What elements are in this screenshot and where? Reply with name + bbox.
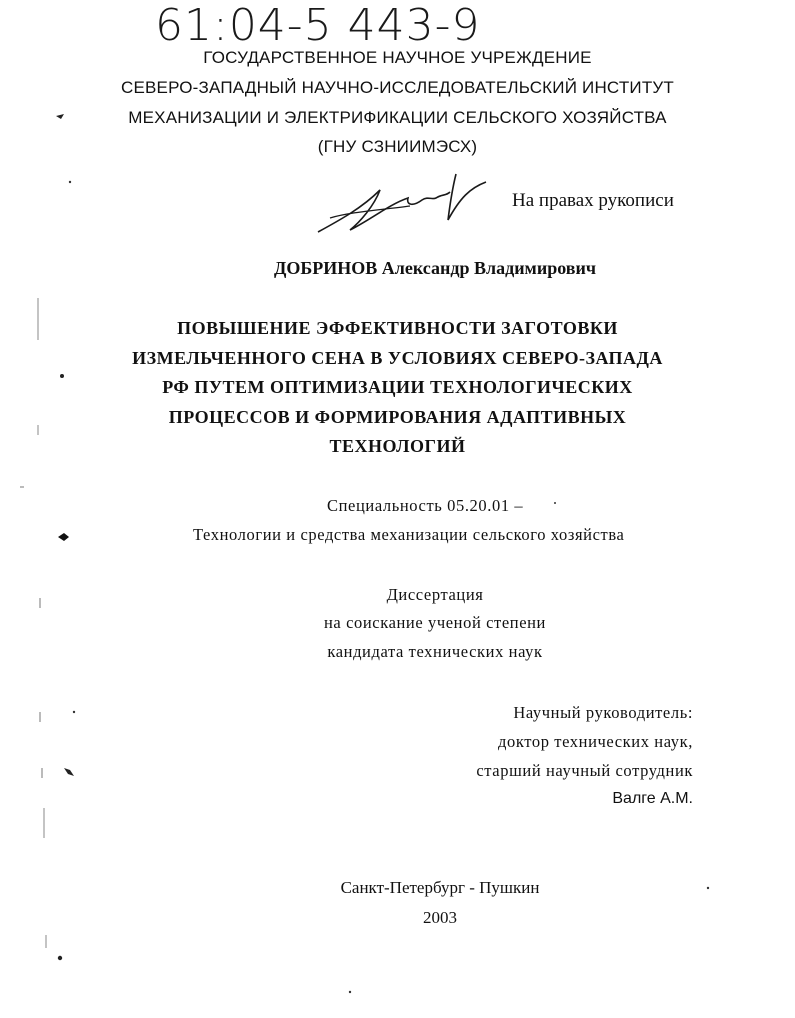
title-line-4: ПРОЦЕССОВ И ФОРМИРОВАНИЯ АДАПТИВНЫХ xyxy=(168,406,627,427)
author-signature xyxy=(310,160,500,250)
supervisor-label: Научный руководитель: xyxy=(513,703,693,722)
title-line-3: РФ ПУТЕМ ОПТИМИЗАЦИИ ТЕХНОЛОГИЧЕСКИХ xyxy=(162,377,633,397)
dissertation-label: Диссертация xyxy=(386,585,484,604)
supervisor-degree: доктор технических наук, xyxy=(498,732,693,751)
specialty-code: Специальность 05.20.01 – xyxy=(327,496,524,515)
specialty-name: Технологии и средства механизации сельского хозяйства xyxy=(193,525,625,544)
supervisor-position: старший научный сотрудник xyxy=(476,761,693,780)
manuscript-rights-note: На правах рукописи xyxy=(512,190,674,211)
title-line-1: ПОВЫШЕНИЕ ЭФФЕКТИВНОСТИ ЗАГОТОВКИ xyxy=(177,318,618,338)
organization-abbreviation: (ГНУ СЗНИИМЭСХ) xyxy=(317,137,478,156)
degree-name: кандидата технических наук xyxy=(327,642,543,661)
supervisor-name: Валге А.М. xyxy=(612,790,693,807)
degree-purpose: на соискание ученой степени xyxy=(324,613,546,632)
dissertation-title xyxy=(0,314,795,462)
organization-line-2: СЕВЕРО-ЗАПАДНЫЙ НАУЧНО-ИССЛЕДОВАТЕЛЬСКИЙ ИНСТИТУТ xyxy=(120,78,675,97)
organization-line-3: МЕХАНИЗАЦИИ И ЭЛЕКТРИФИКАЦИИ СЕЛЬСКОГО ХОЗЯЙСТВА xyxy=(128,108,667,127)
title-line-2: ИЗМЕЛЬЧЕННОГО СЕНА В УСЛОВИЯХ СЕВЕРО-ЗАПАДА xyxy=(132,347,663,368)
title-line-5: ТЕХНОЛОГИЙ xyxy=(329,436,466,456)
year: 2003 xyxy=(423,908,457,927)
city: Санкт-Петербург - Пушкин xyxy=(340,878,540,897)
organization-line-1: ГОСУДАРСТВЕННОЕ НАУЧНОЕ УЧРЕЖДЕНИЕ xyxy=(203,48,592,67)
handwritten-catalog-number: 61:04-5 443-9 xyxy=(155,0,481,51)
author-name: ДОБРИНОВ Александр Владимирович xyxy=(273,258,596,278)
